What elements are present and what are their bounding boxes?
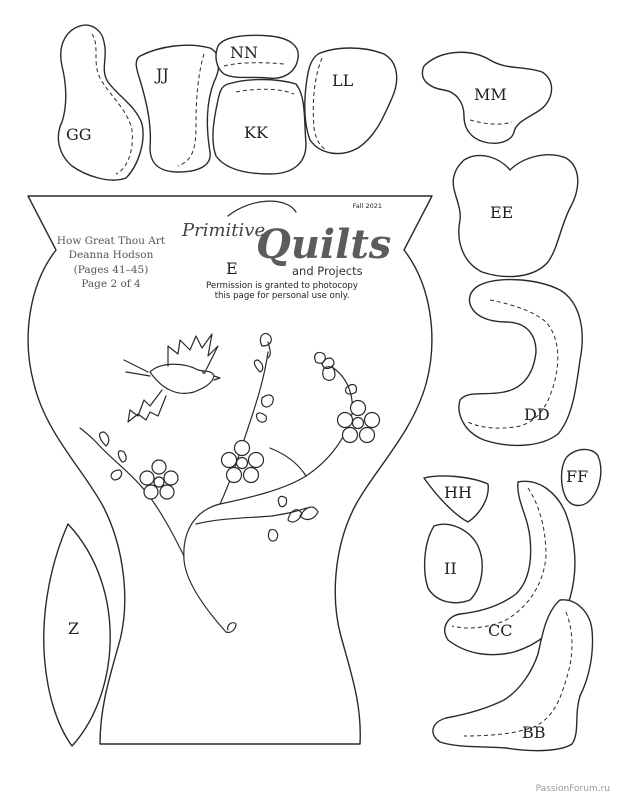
piece-jj-label: JJ: [156, 65, 169, 84]
piece-ff-label: FF: [566, 467, 589, 486]
piece-dd-label: DD: [524, 405, 550, 424]
piece-z: [44, 524, 110, 746]
pattern-designer: Deanna Hodson: [68, 249, 154, 261]
piece-gg-label: GG: [66, 125, 92, 144]
logo-issue: Fall 2021: [352, 202, 382, 210]
piece-ee: [453, 155, 578, 277]
piece-gg: [58, 25, 143, 180]
piece-ff: [562, 449, 601, 505]
piece-ii-label: II: [444, 559, 457, 578]
pattern-pages: (Pages 41–45): [73, 264, 149, 276]
piece-z-label: Z: [68, 619, 80, 638]
pattern-title: How Great Thou Art: [56, 235, 166, 247]
logo-word-projects: and Projects: [292, 264, 363, 278]
piece-mm: [422, 52, 551, 143]
logo-word-quilts: Quilts: [256, 221, 392, 268]
permission-line-2: this page for personal use only.: [214, 291, 350, 301]
piece-ll-label: LL: [332, 71, 354, 90]
piece-nn-label: NN: [230, 43, 258, 62]
piece-ll: [305, 48, 397, 154]
piece-nn: [216, 35, 298, 78]
logo-word-primitive: Primitive: [182, 220, 266, 241]
piece-kk-label: KK: [244, 123, 268, 142]
piece-hh: [424, 476, 488, 522]
piece-mm-label: MM: [474, 85, 507, 104]
permission-line-1: Permission is granted to photocopy: [206, 281, 358, 291]
piece-dd: [459, 280, 582, 446]
piece-cc-label: CC: [488, 621, 513, 640]
piece-e-label: E: [226, 259, 238, 278]
piece-bb-label: BB: [522, 723, 546, 742]
piece-jj: [136, 45, 219, 172]
permission-note: [206, 281, 358, 301]
watermark-text: PassionForum.ru: [535, 784, 610, 794]
piece-ii: [425, 524, 483, 602]
piece-hh-label: HH: [444, 483, 472, 502]
piece-kk: [213, 80, 306, 175]
pattern-page-of: Page 2 of 4: [81, 278, 141, 290]
piece-ee-label: EE: [490, 203, 514, 222]
